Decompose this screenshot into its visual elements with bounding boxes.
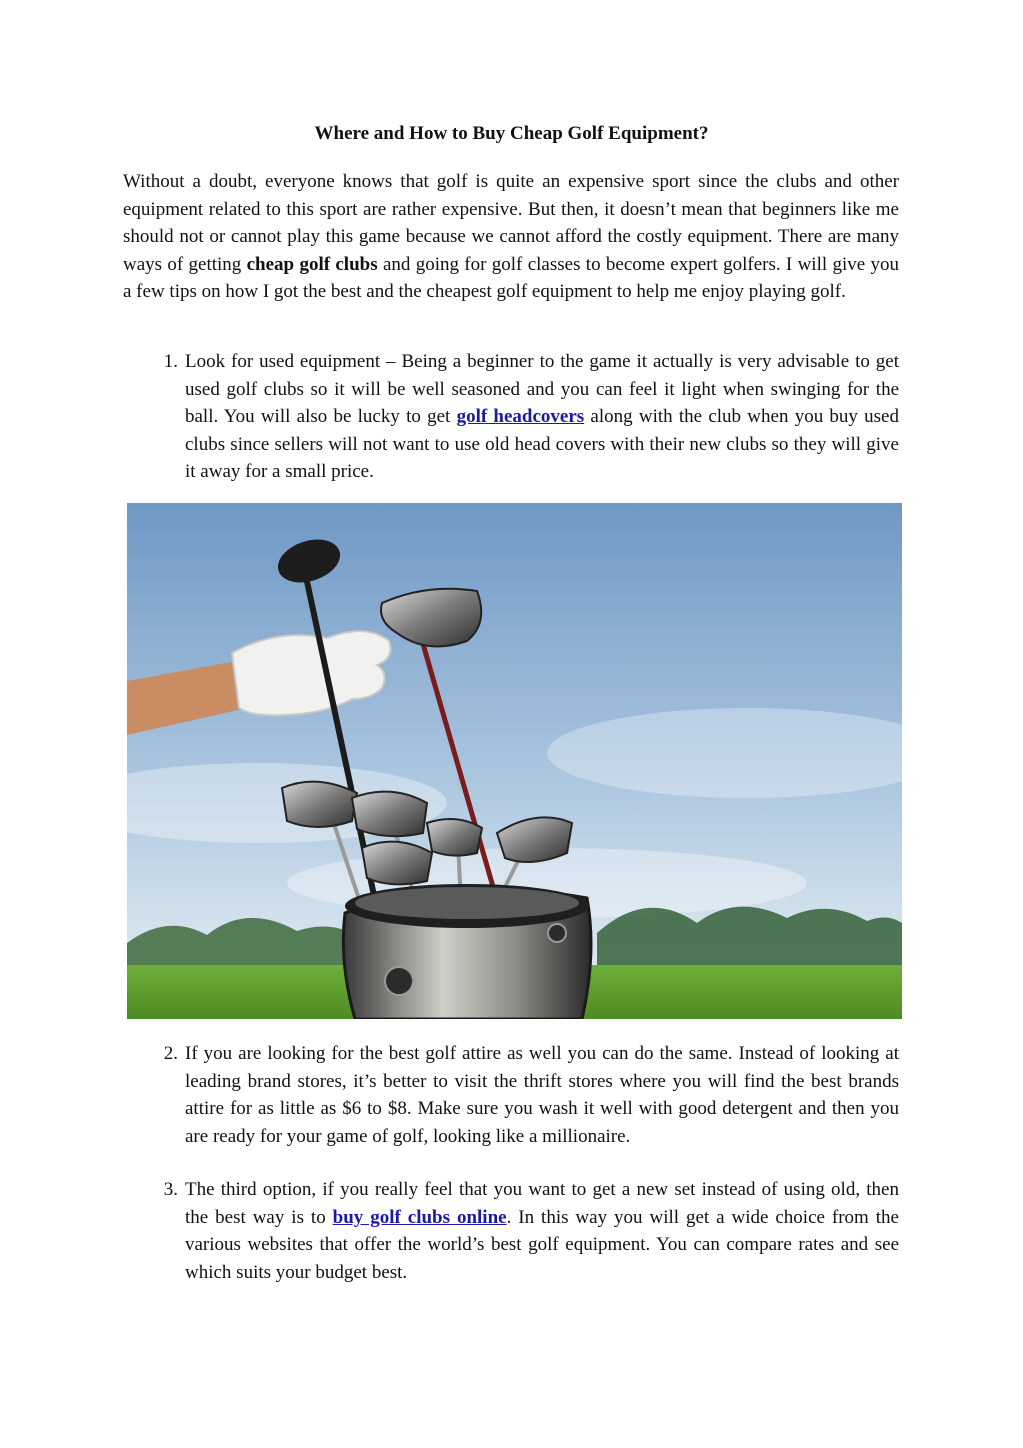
golf-clubs-photo [127, 503, 902, 1019]
page-title: Where and How to Buy Cheap Golf Equipment? [314, 123, 709, 144]
intro-text-2: and going for golf classes to become expert golfers. I will give you a few tips on how I got the best and the cheapest golf equipment to help me enjoy playing golf. [123, 253, 899, 302]
intro-bold-keyword: cheap golf clubs [246, 253, 378, 275]
list-number-2: 2. [163, 1043, 178, 1064]
list-item-3 [163, 1176, 899, 1286]
item3-text-2: . In this way you will get a wide choice from the various websites that offer the world’s best golf equipment. You can compare rates and see which suits your budget best. [185, 1206, 899, 1283]
item3-text-1: The third option, if you really feel that you want to get a new set instead of using old, then the best way is to [185, 1179, 899, 1228]
buy-golf-clubs-online-link[interactable]: buy golf clubs online [332, 1206, 507, 1228]
golf-headcovers-link[interactable]: golf headcovers [456, 406, 585, 427]
list-item-1 [163, 348, 899, 486]
intro-text-1: Without a doubt, everyone knows that golf is quite an expensive sport since the clubs and other equipment related to this sport are rather expensive. But then, it doesn’t mean that beginners like me should not or cannot play this game because we cannot afford the costly equipment. There are many ways of getting [123, 171, 899, 275]
list-number-3: 3. [163, 1179, 178, 1200]
intro-paragraph [123, 168, 899, 306]
item1-text-2: along with the club when you buy used clubs since sellers will not want to use old head covers with their new clubs so they will give it away for a small price. [185, 406, 899, 482]
list-item-2 [163, 1040, 899, 1150]
item2-text: If you are looking for the best golf attire as well you can do the same. Instead of looking at leading brand stores, it’s better to visit the thrift stores where you will find the best brands attire for as little as $6 to $8. Make sure you wash it well with good detergent and then you are ready for your game of golf, looking like a millionaire. [185, 1043, 899, 1147]
list-number-1: 1. [163, 351, 178, 372]
item1-text-1: Look for used equipment – Being a beginner to the game it actually is very advisable to get used golf clubs so it will be well seasoned and you can feel it light when swinging for the ball. You will also be lucky to get [185, 351, 899, 427]
